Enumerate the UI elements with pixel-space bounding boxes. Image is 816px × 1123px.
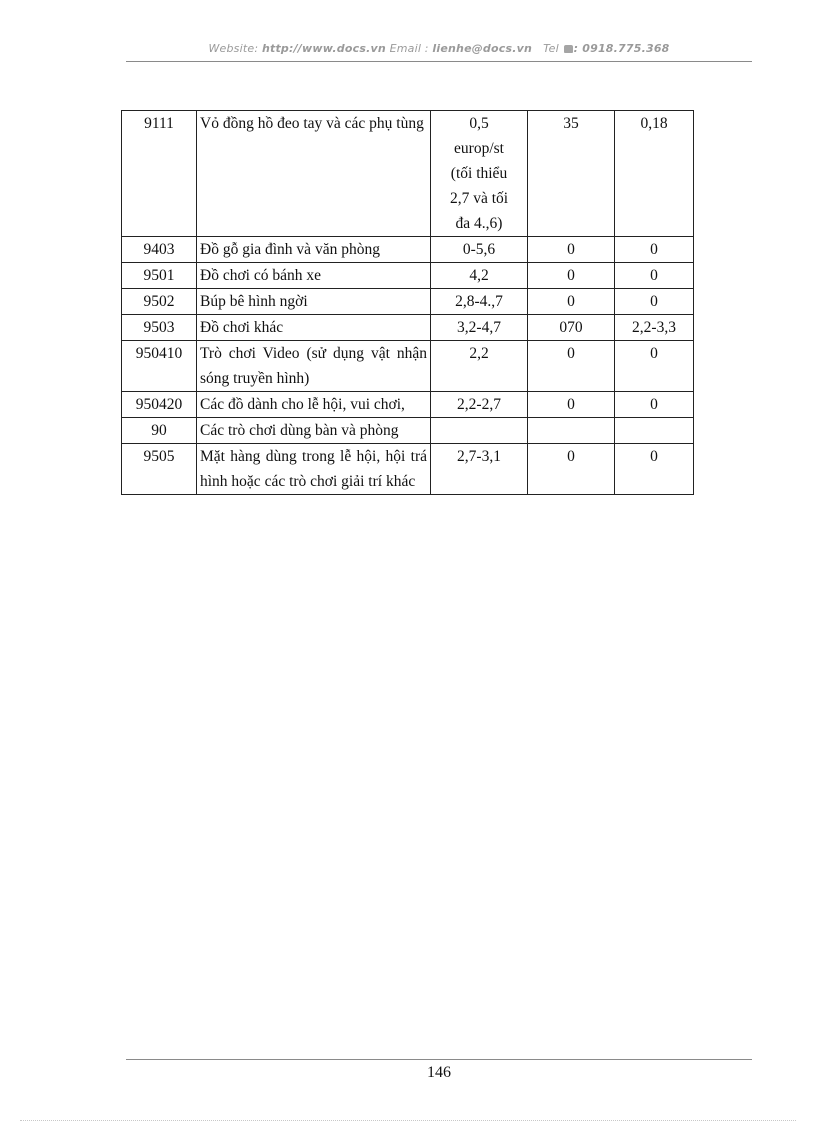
website-label: Website:: [208, 42, 259, 55]
row-description: Mặt hàng dùng trong lễ hội, hội trá hình hoặc các trò chơi giải trí khác: [197, 444, 431, 495]
table-row: [122, 263, 694, 289]
row-col5: 0: [615, 341, 694, 392]
row-col3: 4,2: [431, 263, 528, 289]
row-col4: 0: [528, 237, 615, 263]
page-edge-divider: [20, 1120, 796, 1121]
row-col4: 070: [528, 315, 615, 341]
row-code: 9503: [122, 315, 197, 341]
row-col5: 0: [615, 289, 694, 315]
table-row: [122, 392, 694, 418]
row-col5: 0: [615, 444, 694, 495]
row-description: Búp bê hình ngời: [197, 289, 431, 315]
row-col4: 0: [528, 444, 615, 495]
table-row: [122, 315, 694, 341]
email-label: Email :: [389, 42, 429, 55]
row-col4: 35: [528, 111, 615, 237]
row-col3: 3,2-4,7: [431, 315, 528, 341]
footer-divider: [126, 1059, 752, 1060]
row-col4: 0: [528, 289, 615, 315]
row-code: 9505: [122, 444, 197, 495]
header-divider: [126, 61, 752, 62]
row-description: Đồ chơi có bánh xe: [197, 263, 431, 289]
row-col5: 0: [615, 392, 694, 418]
row-col3: 2,8-4.,7: [431, 289, 528, 315]
tel-number: : 0918.775.368: [573, 42, 670, 55]
row-col4: [528, 418, 615, 444]
phone-icon: [564, 45, 573, 53]
row-col3: [431, 418, 528, 444]
tariff-table: [121, 110, 694, 495]
table-row: [122, 111, 694, 237]
row-description: Đồ chơi khác: [197, 315, 431, 341]
row-col3: 2,2-2,7: [431, 392, 528, 418]
row-description: Đồ gỗ gia đình và văn phòng: [197, 237, 431, 263]
page-number: 146: [427, 1064, 451, 1081]
table-row: [122, 418, 694, 444]
table-row: [122, 237, 694, 263]
row-col5: [615, 418, 694, 444]
row-col3: 0,5 europ/st (tối thiểu 2,7 và tối đa 4.,6): [431, 111, 528, 237]
row-col4: 0: [528, 263, 615, 289]
row-code: 90: [122, 418, 197, 444]
row-col4: 0: [528, 392, 615, 418]
tel-label: Tel: [543, 42, 559, 55]
row-code: 950420: [122, 392, 197, 418]
row-col5: 0,18: [615, 111, 694, 237]
page-header: [126, 42, 752, 55]
row-col3: 0-5,6: [431, 237, 528, 263]
table-row: [122, 289, 694, 315]
row-col4: 0: [528, 341, 615, 392]
row-code: 9501: [122, 263, 197, 289]
row-col3: 2,7-3,1: [431, 444, 528, 495]
row-code: 9502: [122, 289, 197, 315]
row-col5: 0: [615, 263, 694, 289]
table-row: [122, 341, 694, 392]
row-code: 9111: [122, 111, 197, 237]
table-row: [122, 444, 694, 495]
row-col5: 0: [615, 237, 694, 263]
row-description: Các đồ dành cho lễ hội, vui chơi,: [197, 392, 431, 418]
row-description: Vỏ đồng hồ đeo tay và các phụ tùng: [197, 111, 431, 237]
email-address[interactable]: lienhe@docs.vn: [432, 42, 533, 55]
row-description: Các trò chơi dùng bàn và phòng: [197, 418, 431, 444]
row-description: Trò chơi Video (sử dụng vật nhận sóng truyền hình): [197, 341, 431, 392]
row-col5: 2,2-3,3: [615, 315, 694, 341]
row-code: 9403: [122, 237, 197, 263]
row-col3: 2,2: [431, 341, 528, 392]
row-code: 950410: [122, 341, 197, 392]
website-url[interactable]: http://www.docs.vn: [261, 42, 386, 55]
